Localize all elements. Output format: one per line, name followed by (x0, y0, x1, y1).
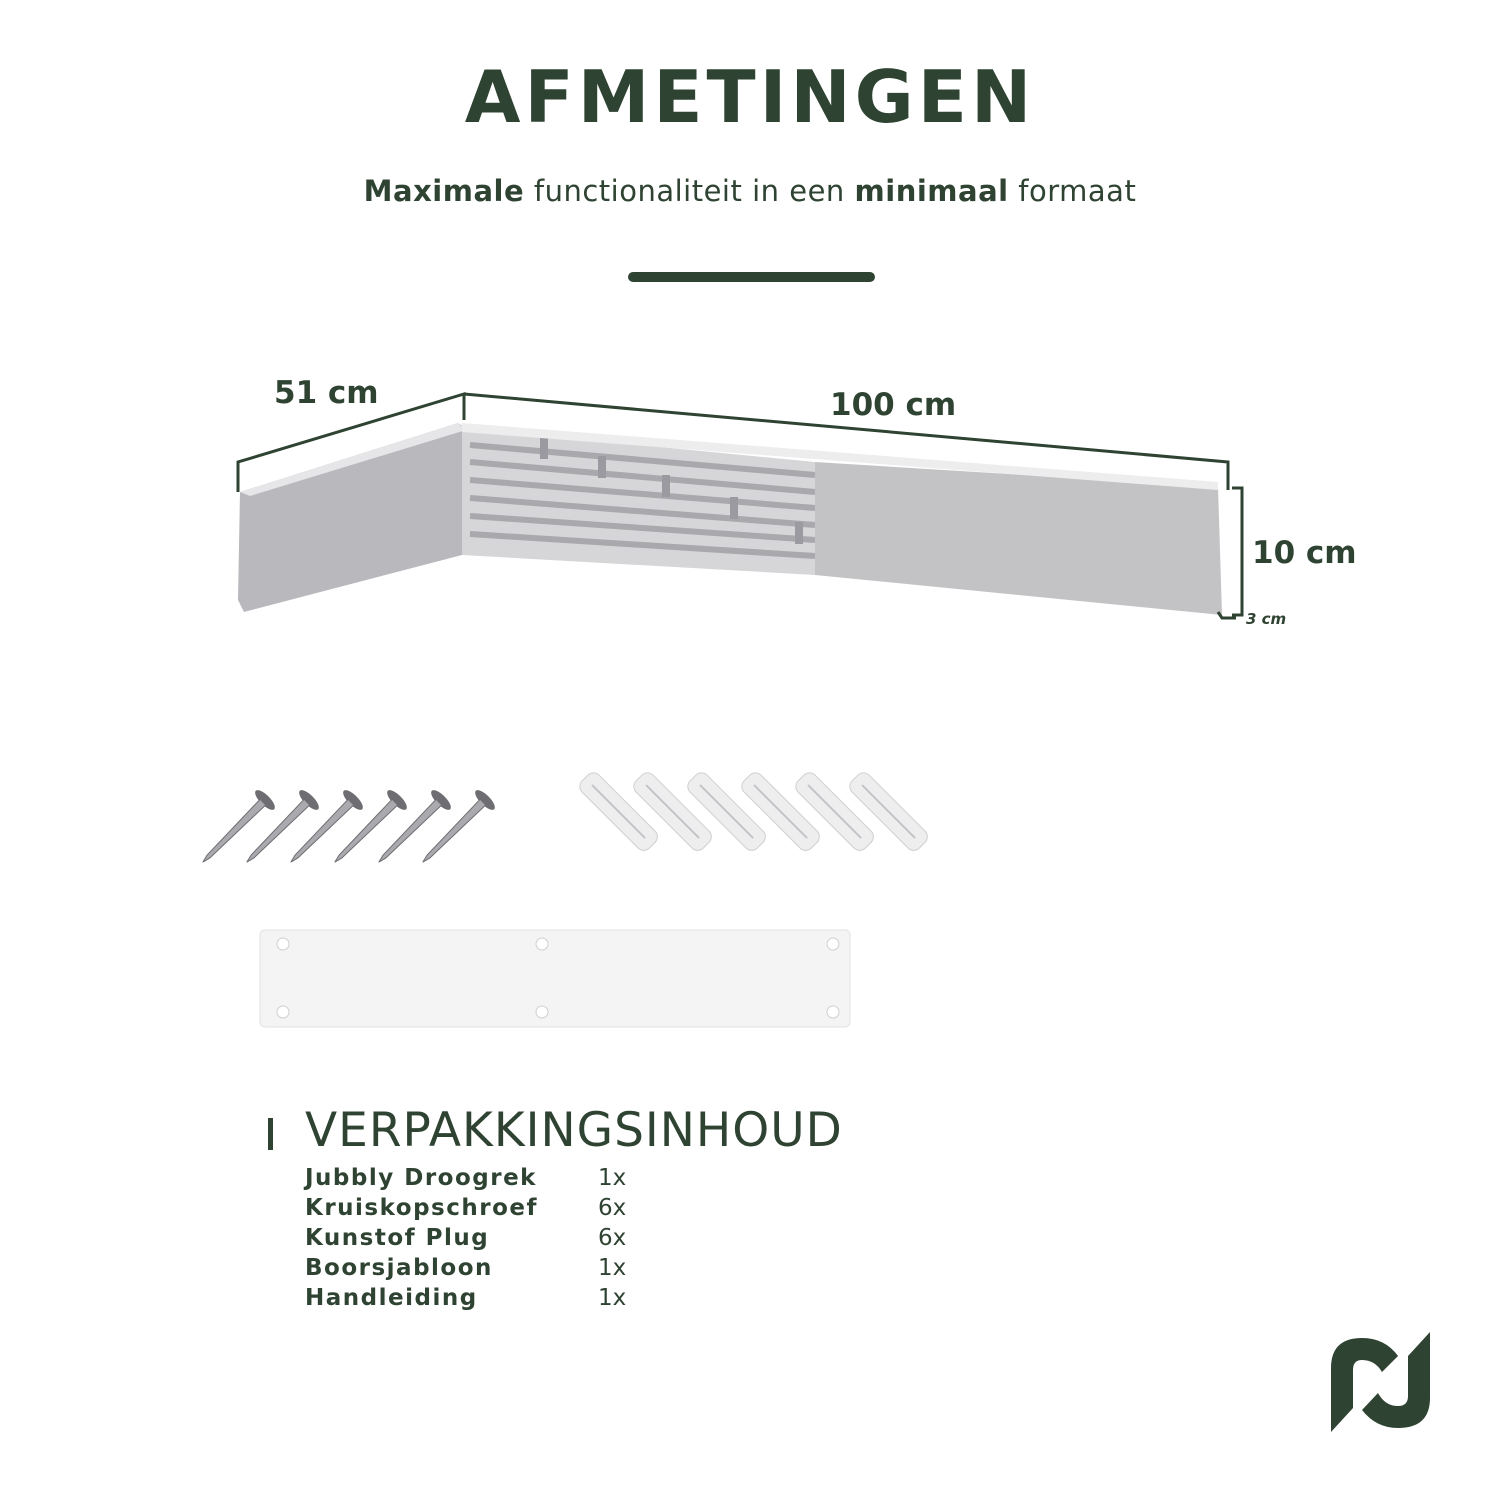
screw-icon (238, 787, 322, 871)
subtitle-bold-1: Maximale (363, 174, 525, 208)
plugs-image (577, 770, 931, 854)
screw-icon (370, 787, 454, 871)
thickness-label: 3 cm (1246, 610, 1287, 628)
list-item-qty: 1x (598, 1165, 627, 1191)
list-item-name: Kruiskopschroef (305, 1195, 539, 1221)
screw-icon (414, 787, 498, 871)
height-label: 10 cm (1252, 535, 1357, 571)
list-item-name: Handleiding (305, 1285, 478, 1311)
contents-title: VERPAKKINGSINHOUD (305, 1103, 843, 1158)
subtitle-text-1: functionaliteit in een (524, 174, 855, 208)
depth-label: 51 cm (274, 375, 379, 411)
list-item-name: Kunstof Plug (305, 1225, 490, 1251)
list-item-name: Jubbly Droogrek (305, 1165, 537, 1191)
screw-icon (326, 787, 410, 871)
screw-icon (194, 787, 278, 871)
subtitle-text-2: formaat (1008, 174, 1137, 208)
section-marker (268, 1118, 273, 1150)
list-item-name: Boorsjabloon (305, 1255, 493, 1281)
list-item-qty: 1x (598, 1285, 627, 1311)
page-title: AFMETINGEN (464, 55, 1036, 139)
drying-rack-image (238, 423, 1222, 615)
brand-logo-icon (1331, 1332, 1430, 1432)
list-item-qty: 6x (598, 1225, 627, 1251)
drilling-template-image (260, 930, 850, 1027)
screw-icon (282, 787, 366, 871)
subtitle-bold-2: minimaal (854, 174, 1009, 208)
length-label: 100 cm (830, 387, 957, 423)
list-item-qty: 1x (598, 1255, 627, 1281)
list-item-qty: 6x (598, 1195, 627, 1221)
screws-image (194, 787, 498, 871)
